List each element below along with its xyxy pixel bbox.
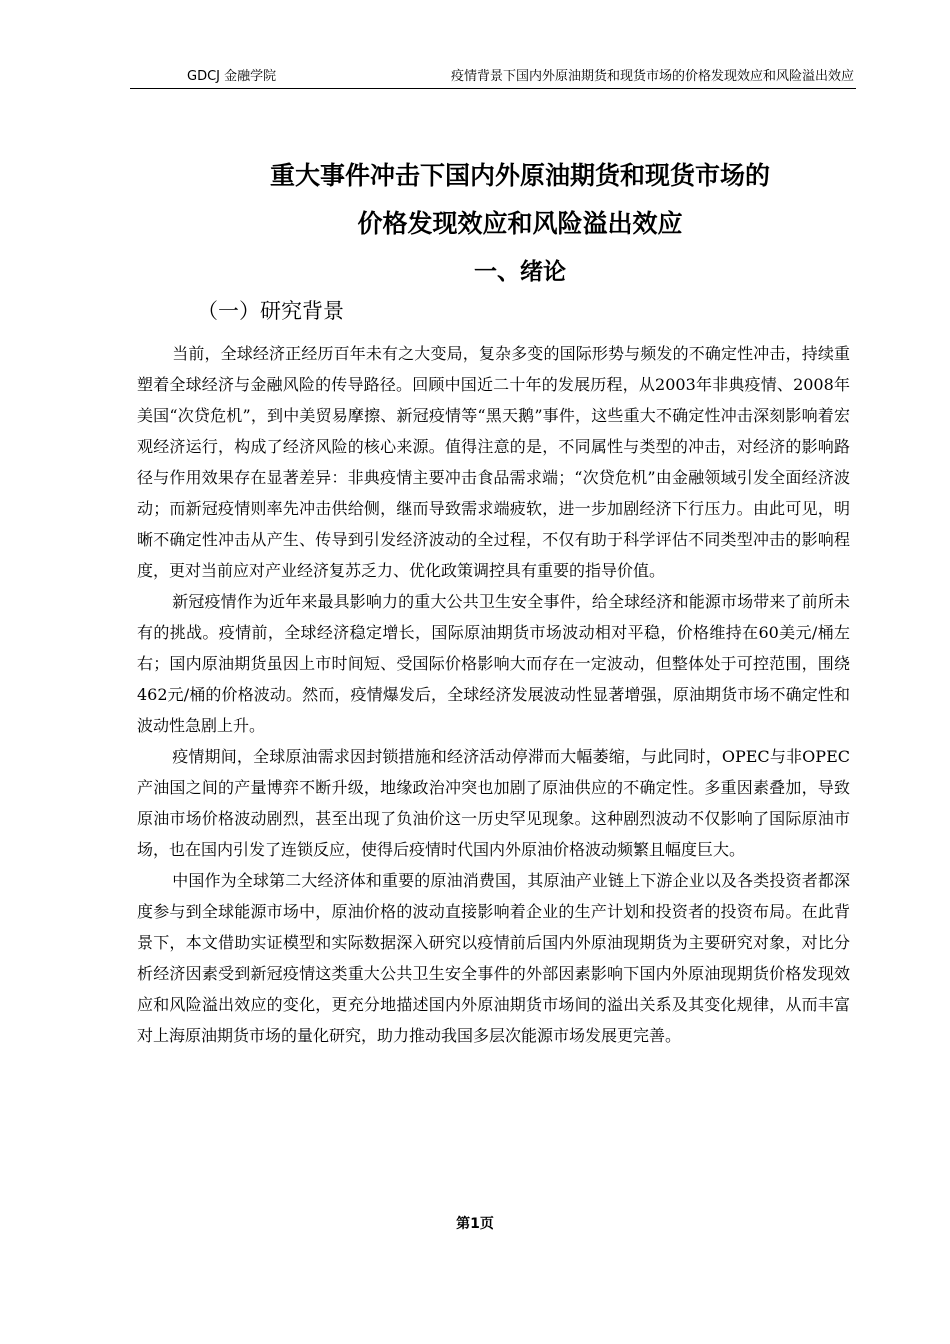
paper-title-line-2: 价格发现效应和风险溢出效应 — [357, 209, 683, 238]
page-header — [130, 66, 856, 89]
page-number: 第1页 — [456, 1216, 494, 1232]
body-text — [137, 338, 850, 1051]
paragraph: 疫情期间，全球原油需求因封锁措施和经济活动停滞而大幅萎缩，与此同时，OPEC与非OPEC产油国之间的产量博弈不断升级，地缘政治冲突也加剧了原油供应的不确定性。多重因素叠加，导致原油市场价格波动剧烈，甚至出现了负油价这一历史罕见现象。这种剧烈波动不仅影响了国际原油市场，也在国内引发了连锁反应，使得后疫情时代国内外原油价格波动频繁且幅度巨大。 — [137, 747, 850, 859]
header-running-title: 疫情背景下国内外原油期货和现货市场的价格发现效应和风险溢出效应 — [450, 69, 854, 84]
paragraph: 中国作为全球第二大经济体和重要的原油消费国，其原油产业链上下游企业以及各类投资者都深度参与到全球能源市场中，原油价格的波动直接影响着企业的生产计划和投资者的投资布局。在此背景下，本文借助实证模型和实际数据深入研究以疫情前后国内外原油现期货为主要研究对象，对比分析经济因素受到新冠疫情这类重大公共卫生安全事件的外部因素影响下国内外原油现期货价格发现效应和风险溢出效应的变化，更充分地描述国内外原油期货市场间的溢出关系及其变化规律，从而丰富对上海原油期货市场的量化研究，助力推动我国多层次能源市场发展更完善。 — [137, 871, 850, 1045]
section-heading: 一、绪论 — [474, 259, 566, 285]
paragraph: 当前，全球经济正经历百年未有之大变局，复杂多变的国际形势与频发的不确定性冲击，持续重塑着全球经济与金融风险的传导路径。回顾中国近二十年的发展历程，从2003年非典疫情、2008年美国“次贷危机”，到中美贸易摩擦、新冠疫情等“黑天鹅”事件，这些重大不确定性冲击深刻影响着宏观经济运行，构成了经济风险的核心来源。值得注意的是，不同属性与类型的冲击，对经济的影响路径与作用效果存在显著差异：非典疫情主要冲击食品需求端；“次贷危机”由金融领域引发全面经济波动；而新冠疫情则率先冲击供给侧，继而导致需求端疲软，进一步加剧经济下行压力。由此可见，明晰不确定性冲击从产生、传导到引发经济波动的全过程，不仅有助于科学评估不同类型冲击的影响程度，更对当前应对产业经济复苏乏力、优化政策调控具有重要的指导价值。 — [137, 344, 850, 580]
paper-title-line-1: 重大事件冲击下国内外原油期货和现货市场的 — [269, 161, 770, 190]
subsection-heading: （一）研究背景 — [197, 299, 344, 323]
header-institution: GDCJ 金融学院 — [187, 69, 277, 84]
paragraph: 新冠疫情作为近年来最具影响力的重大公共卫生安全事件，给全球经济和能源市场带来了前所未有的挑战。疫情前，全球经济稳定增长，国际原油期货市场波动相对平稳，价格维持在60美元/桶左右；国内原油期货虽因上市时间短、受国际价格影响大而存在一定波动，但整体处于可控范围，围绕462元/桶的价格波动。然而，疫情爆发后，全球经济发展波动性显著增强，原油期货市场不确定性和波动性急剧上升。 — [137, 592, 850, 735]
